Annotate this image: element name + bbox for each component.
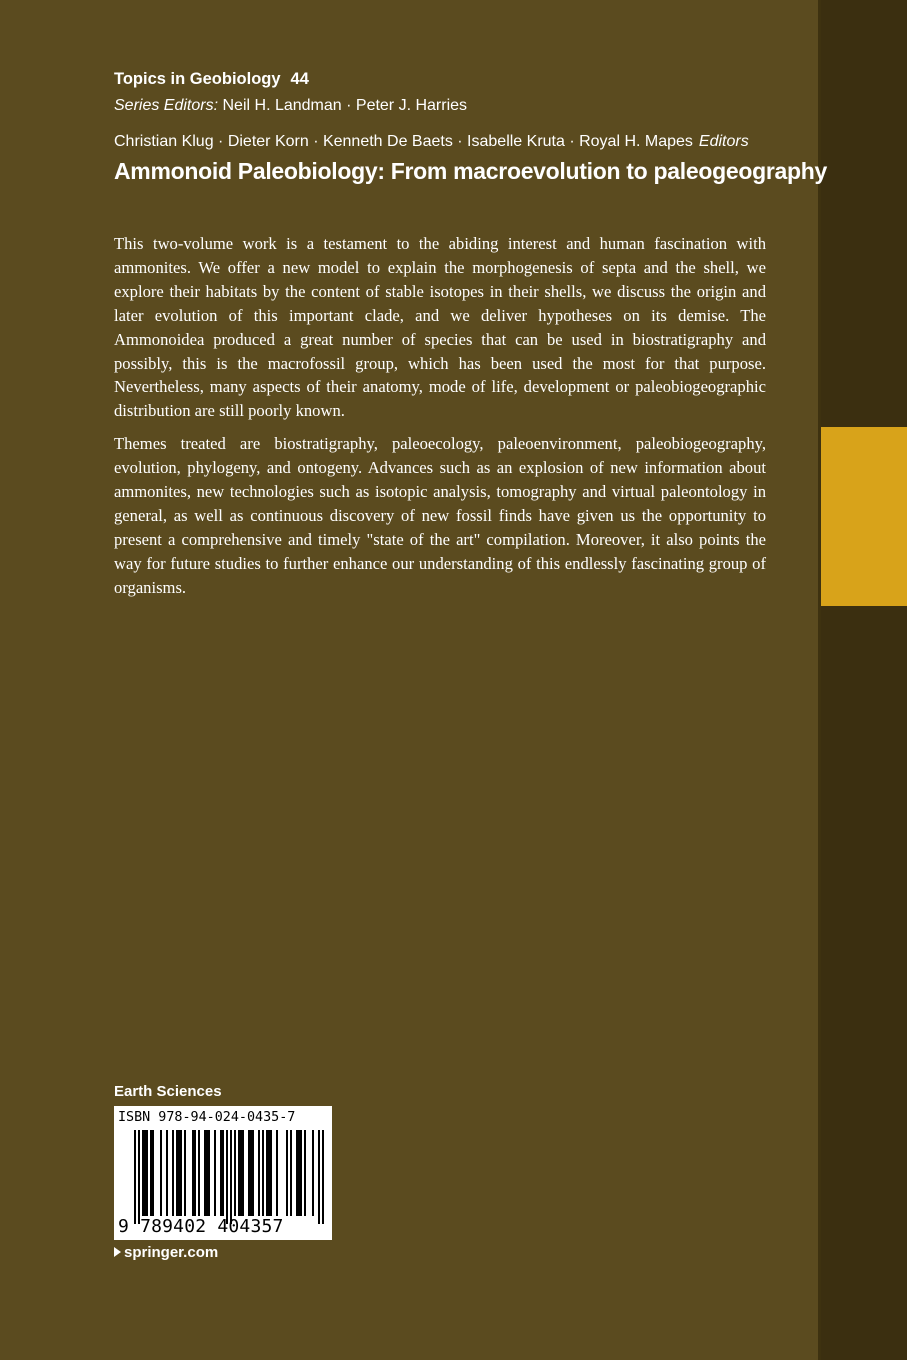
book-editors-line (114, 133, 749, 151)
barcode-bar (248, 1130, 250, 1216)
barcode-bar (176, 1130, 178, 1216)
series-editors-line (114, 97, 467, 115)
barcode-bar (152, 1130, 154, 1216)
book-editors-names: Christian Klug · Dieter Korn · Kenneth De Baets · Isabelle Kruta · Royal H. Mapes (114, 133, 693, 150)
barcode-bar (208, 1130, 210, 1216)
barcode-bar (300, 1130, 302, 1216)
barcode-bar (220, 1130, 222, 1216)
book-editors-role: Editors (698, 133, 749, 150)
barcode-bar (322, 1130, 324, 1224)
barcode-bar (206, 1130, 208, 1216)
barcode-bar (192, 1130, 194, 1216)
publisher-website-link[interactable] (114, 1244, 218, 1261)
book-title: Ammonoid Paleobiology: From macroevolution to paleogeography (114, 158, 827, 184)
barcode-bar (270, 1130, 272, 1216)
barcode-bar (144, 1130, 146, 1216)
series-title: Topics in Geobiology (114, 70, 281, 88)
barcode-bar (214, 1130, 216, 1216)
blurb-paragraph-1: This two-volume work is a testament to the abiding interest and human fascination with ammonites. We offer a new model to explain the morphogenesis of septa and the shell, we explore their habitats by the content of stable isotopes in their shells, we discuss the origin and later evolution of this important clade, and we deliver hypotheses on its demise. The Ammonoidea produced a great number of species that can be used in biostratigraphy and possibly, this is the macrofossil group, which has been used the most for that purpose. Nevertheless, many aspects of their anatomy, mode of life, development or paleobiogeographic distribution are still poorly known. (114, 234, 766, 421)
barcode-bar (296, 1130, 298, 1216)
barcode-bar (268, 1130, 270, 1216)
barcode-bar (160, 1130, 162, 1216)
barcode-bar (166, 1130, 168, 1216)
barcode-bar (198, 1130, 200, 1216)
barcode-bar (222, 1130, 224, 1216)
barcode-bar (142, 1130, 144, 1216)
series-line (114, 70, 309, 89)
barcode-bar (138, 1130, 140, 1224)
blurb (114, 232, 766, 609)
spine-accent-band (821, 427, 907, 606)
barcode-bar (304, 1130, 306, 1216)
spine-divider (818, 0, 821, 1360)
barcode-bar (238, 1130, 240, 1216)
series-editors-label: Series Editors: (114, 97, 219, 114)
barcode-bar (146, 1130, 148, 1216)
barcode-bar (290, 1130, 292, 1216)
barcode-bar (230, 1130, 232, 1224)
barcode-bar (178, 1130, 180, 1216)
series-editors-names: Neil H. Landman · Peter J. Harries (222, 97, 468, 114)
barcode-bar (318, 1130, 320, 1224)
barcode-bar (312, 1130, 314, 1216)
barcode-bar (134, 1130, 136, 1224)
play-arrow-icon (114, 1247, 121, 1257)
barcode-bar (172, 1130, 174, 1216)
barcode-bar (262, 1130, 264, 1216)
blurb-paragraph-2: Themes treated are biostratigraphy, paleoecology, paleoenvironment, paleobiogeography, evolution, phylogeny, and ontogeny. Advances such as an explosion of new information about ammonites, new technologies such as isotopic analysis, tomography and virtual paleontology in general, as well as continuous discovery of new fossil finds have given us the opportunity to present a comprehensive and timely "state of the art" compilation. Moreover, it also points the way for future studies to further enhance our understanding of this endlessly fascinating group of organisms. (114, 434, 766, 597)
barcode-bar (298, 1130, 300, 1216)
barcode-bar (240, 1130, 242, 1216)
barcode-bar (250, 1130, 252, 1216)
isbn-text: ISBN 978-94-024-0435-7 (118, 1110, 296, 1125)
barcode-bar (226, 1130, 228, 1224)
barcode-bar (258, 1130, 260, 1216)
barcode-box (114, 1106, 332, 1240)
series-number: 44 (290, 70, 309, 88)
barcode-bar (242, 1130, 244, 1216)
barcode-bar (276, 1130, 278, 1216)
subject-category: Earth Sciences (114, 1083, 222, 1100)
barcode-bar (184, 1130, 186, 1216)
website-text: springer.com (124, 1244, 219, 1261)
spine-strip (821, 0, 907, 1360)
barcode-bar (252, 1130, 254, 1216)
ean-digits: 9 789402 404357 (118, 1216, 284, 1237)
barcode-bar (150, 1130, 152, 1216)
barcode-bar (194, 1130, 196, 1216)
barcode-bar (266, 1130, 268, 1216)
barcode-bar (180, 1130, 182, 1216)
barcode-bar (286, 1130, 288, 1216)
barcode-bar (204, 1130, 206, 1216)
barcode-bar (234, 1130, 236, 1216)
